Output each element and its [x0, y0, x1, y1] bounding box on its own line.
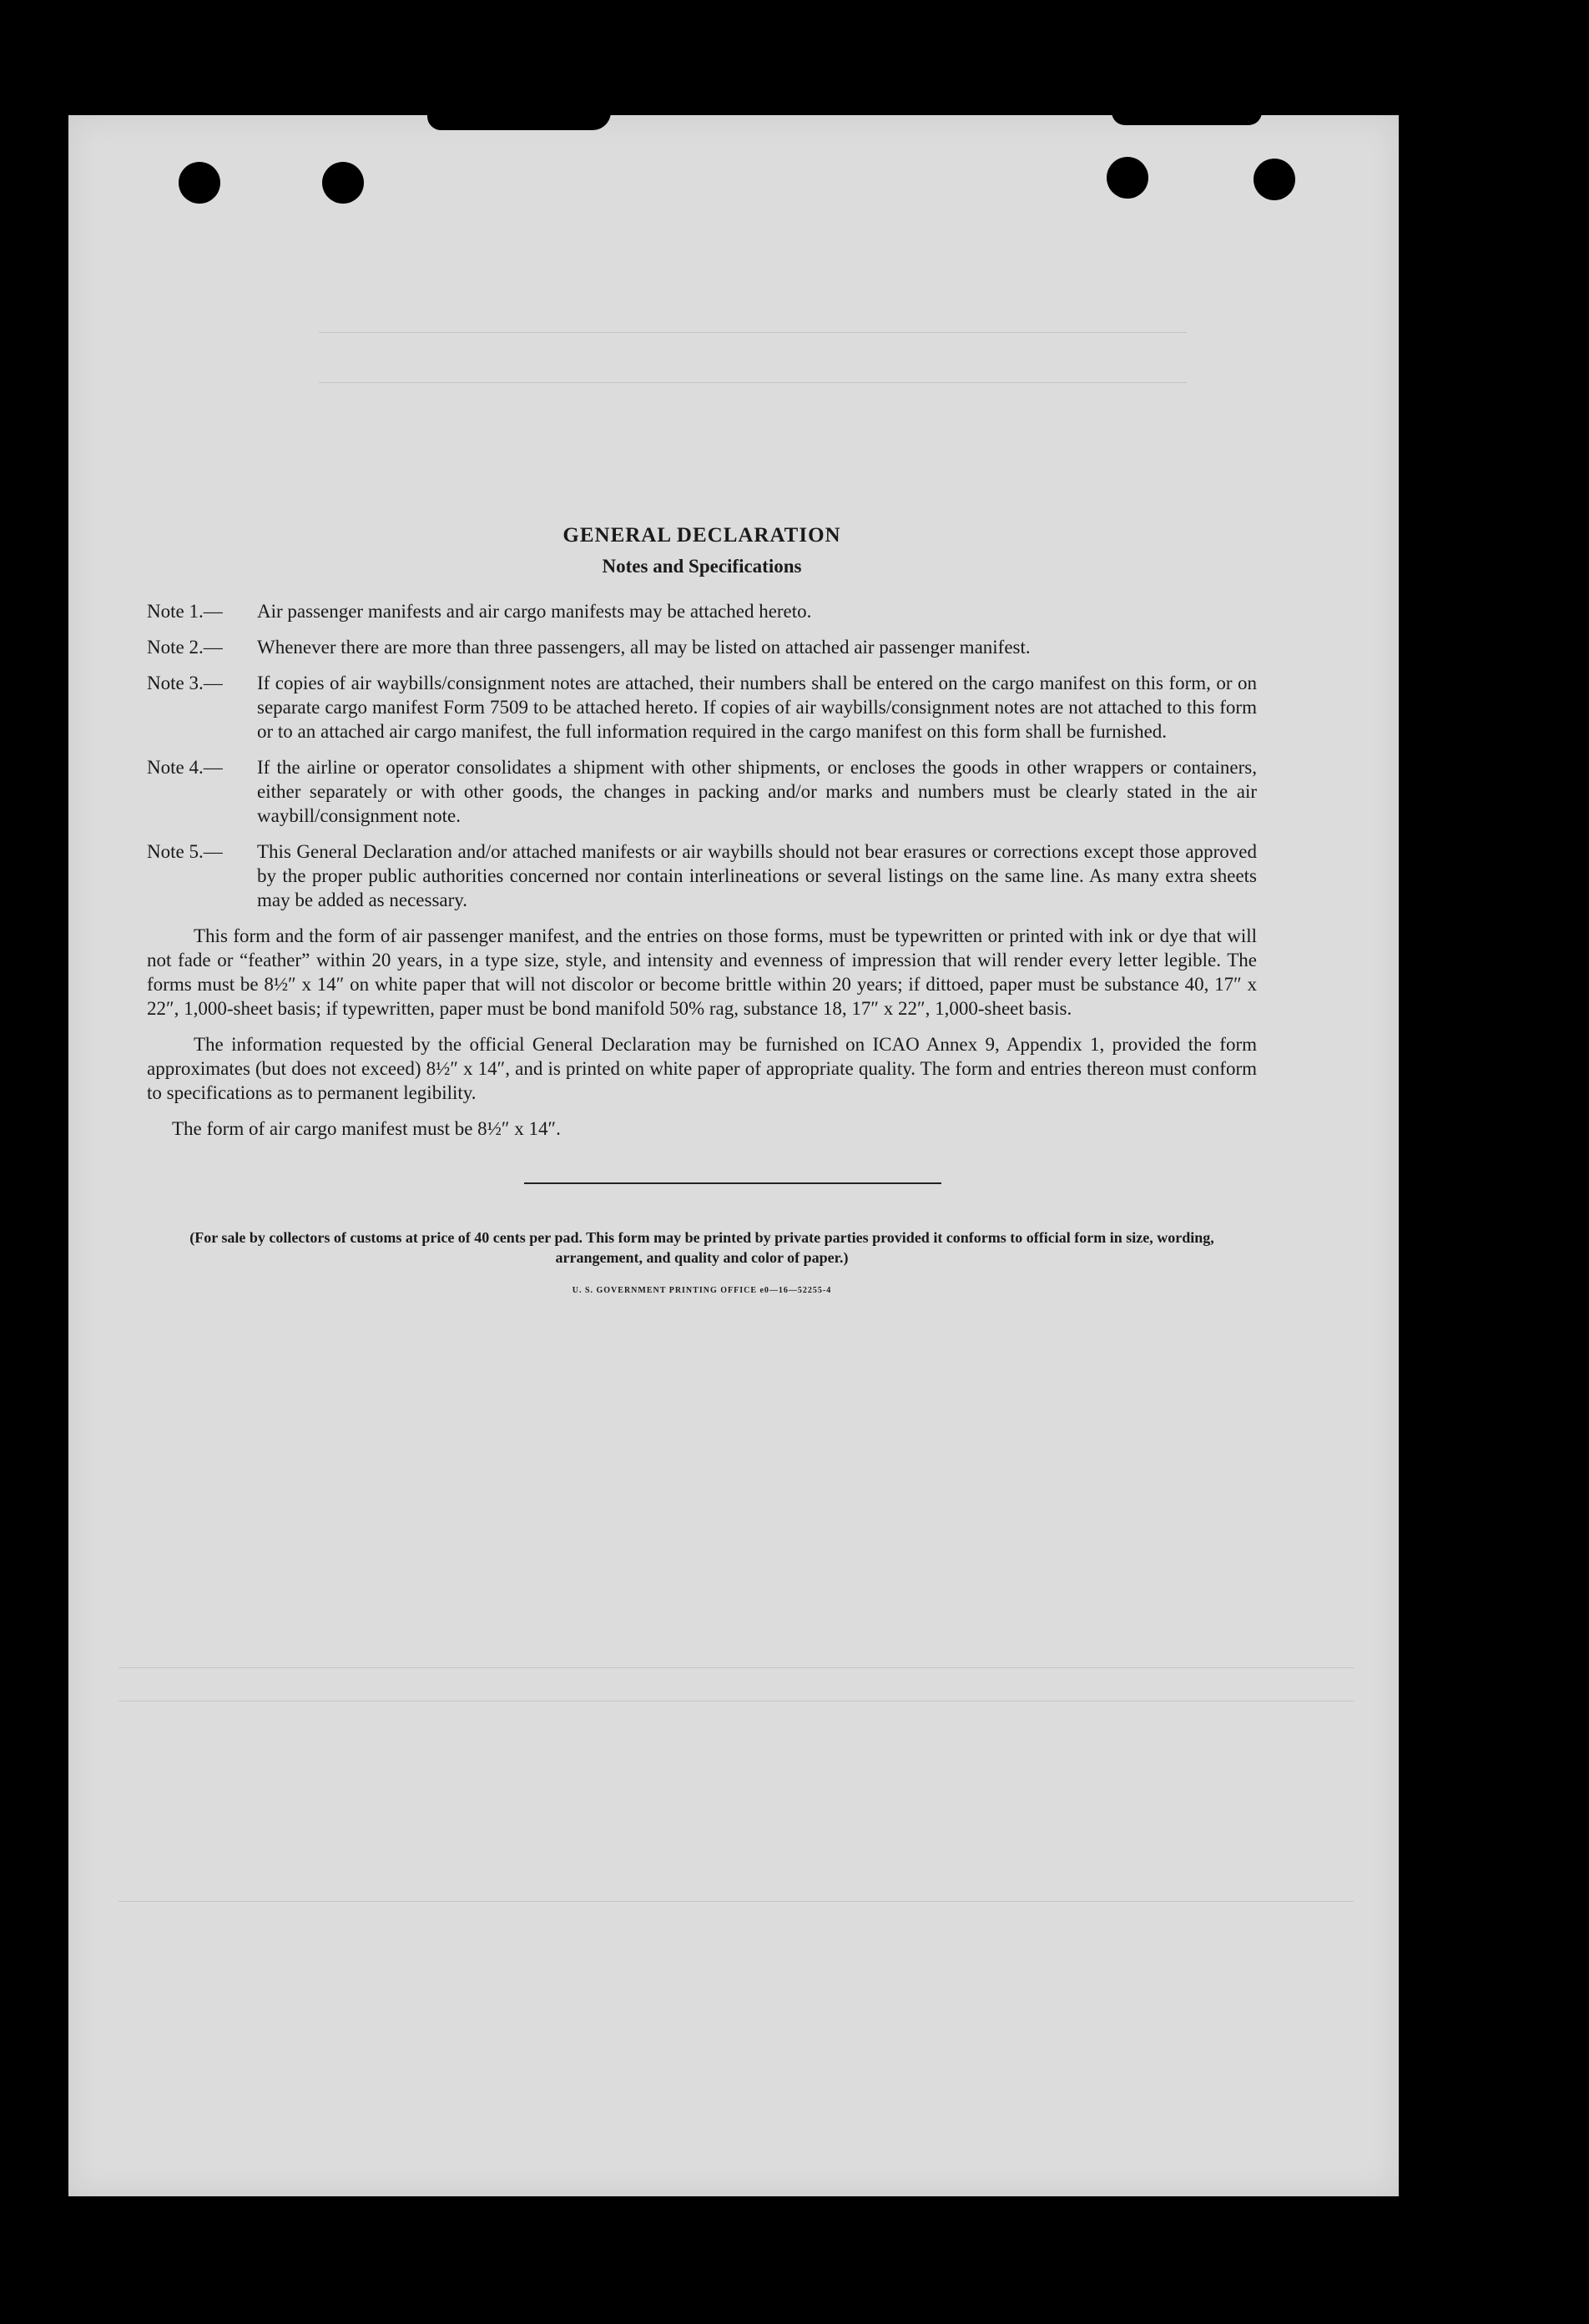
note-text: Whenever there are more than three passengers, all may be listed on attached air passenger manifest.	[257, 637, 1031, 658]
document-title: GENERAL DECLARATION	[562, 524, 841, 547]
bleed-through-line	[119, 1901, 1354, 1902]
note-label: Note 2.—	[147, 637, 223, 658]
note-text: If copies of air waybills/consignment notes are attached, their numbers shall be entered on the cargo manifest on this form, or on separate cargo manifest Form 7509 to be attached hereto. If copies of air waybills/consignment notes are not attached to this form or to an attached air cargo manifest, the full information required in the cargo manifest on this form shall be furnished.	[257, 673, 1257, 742]
torn-edge-top-right	[1112, 112, 1262, 125]
note-1	[147, 599, 1257, 623]
bleed-through-line	[119, 1667, 1354, 1668]
note-text: Air passenger manifests and air cargo manifests may be attached hereto.	[257, 601, 812, 622]
note-label: Note 5.—	[147, 841, 223, 862]
note-5	[147, 839, 1257, 912]
bleed-through-line	[319, 382, 1187, 383]
printer-imprint: U. S. GOVERNMENT PRINTING OFFICE e0—16—52255-4	[572, 1286, 832, 1295]
torn-edge-top	[427, 112, 611, 130]
sale-notice: (For sale by collectors of customs at price of 40 cents per pad. This form may be printed by private parties provided it conforms to official form in size, wording, arrangement, and quality and color of paper.)	[189, 1229, 1214, 1266]
punch-hole-right-1	[1107, 157, 1148, 199]
declaration-notes	[147, 407, 1257, 1295]
note-text: If the airline or operator consolidates a shipment with other shipments, or encloses the goods in other wrappers or containers, either separately or with other goods, the changes in packing and/or marks and numbers must be clearly stated in the air waybill/consignment note.	[257, 757, 1257, 826]
note-label: Note 4.—	[147, 757, 223, 778]
paragraph-cargo-manifest-size: The form of air cargo manifest must be 8½″ x 14″.	[172, 1118, 561, 1139]
document-subtitle: Notes and Specifications	[602, 556, 802, 577]
punch-hole-left-2	[322, 162, 364, 204]
note-label: Note 1.—	[147, 601, 223, 622]
note-text: This General Declaration and/or attached manifests or air waybills should not bear erasures or corrections except those approved by the proper public authorities concerned nor contain interlineations or several listings on the same line. As many extra sheets may be added as necessary.	[257, 841, 1257, 910]
note-2	[147, 635, 1257, 659]
paragraph-form-requirements: This form and the form of air passenger manifest, and the entries on those forms, must be typewritten or printed with ink or dye that will not fade or “feather” within 20 years, in a type size, style, and intensity and evenness of impression that will render every letter legible. The forms must be 8½″ x 14″ on white paper that will not discolor or become brittle within 20 years; if dittoed, paper must be substance 40, 17″ x 22″, 1,000-sheet basis; if typewritten, paper must be bond manifold 50% rag, substance 18, 17″ x 22″, 1,000-sheet basis.	[147, 925, 1257, 1019]
punch-hole-right-2	[1254, 159, 1295, 200]
note-4	[147, 755, 1257, 828]
divider-rule	[524, 1182, 941, 1184]
note-3	[147, 671, 1257, 744]
punch-hole-left-1	[179, 162, 220, 204]
bleed-through-line	[319, 332, 1187, 333]
paragraph-icao-annex: The information requested by the official General Declaration may be furnished on ICAO Annex 9, Appendix 1, provided the form approximates (but does not exceed) 8½″ x 14″, and is printed on white paper of appropriate quality. The form and entries thereon must conform to specifications as to permanent legibility.	[147, 1034, 1257, 1103]
note-label: Note 3.—	[147, 673, 223, 693]
